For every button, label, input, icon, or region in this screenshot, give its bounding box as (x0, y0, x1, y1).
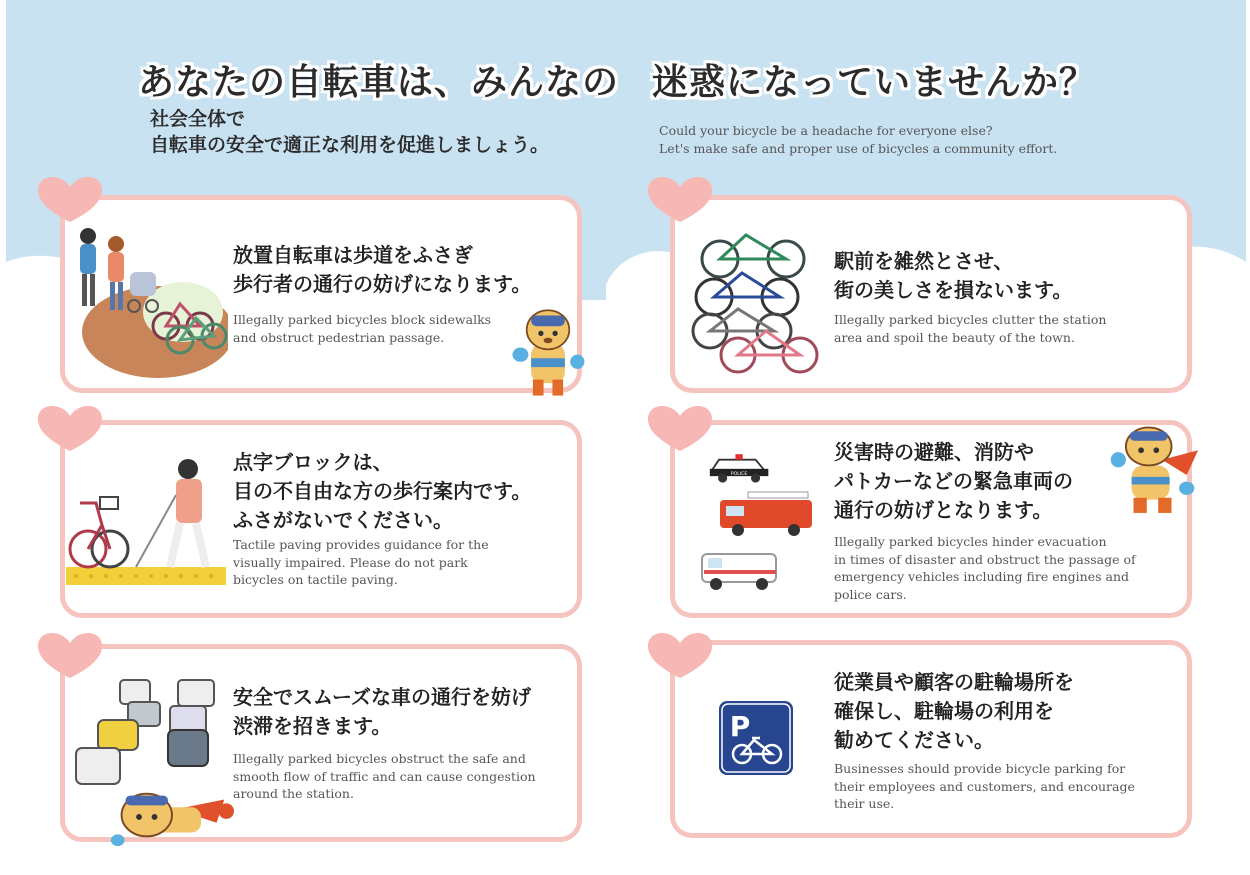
blocked-sidewalk-illustration (68, 222, 228, 382)
subtitle-line-1: 社会全体で (150, 108, 246, 130)
card-title: 従業員や顧客の駐輪場所を 確保し、駐輪場の利用を 勧めてください。 (834, 670, 1074, 752)
subtitle-en-line-2: Let's make safe and proper use of bicycles a community effort. (659, 141, 1058, 156)
flying-dog-mascot-icon (1105, 420, 1200, 528)
emergency-vehicles-illustration (698, 448, 822, 598)
bicycle-pile-illustration (688, 215, 828, 375)
police-label: POLICE (730, 471, 748, 477)
card-description: Businesses should provide bicycle parking for their employees and customers, and encourage their use. (834, 761, 1135, 811)
traffic-jam-illustration (72, 678, 222, 798)
headline-right: 迷惑になっていませんか？ (652, 62, 1097, 103)
card-description: Illegally parked bicycles obstruct the safe and smooth flow of traffic and can cause congestion around the station. (233, 751, 536, 801)
ambulance-icon (700, 548, 780, 592)
heart-icon (36, 176, 104, 224)
card-title: 駅前を雑然とさせ、 街の美しさを損ないます。 (834, 249, 1073, 302)
fire-engine-icon (718, 490, 818, 538)
dog-mascot-icon (508, 298, 588, 406)
headline-left: あなたの自転車は、みんなの (138, 62, 620, 103)
card-description: Illegally parked bicycles hinder evacuation in times of disaster and obstruct the passage of emergency vehicles including fire engines and police cars. (834, 534, 1136, 602)
card-title: 災害時の避難、消防や パトカーなどの緊急車両の 通行の妨げとなります。 (834, 440, 1073, 522)
subtitle-en (659, 122, 1057, 158)
police-car-icon (708, 450, 772, 484)
flying-dog-mascot-icon (108, 782, 234, 850)
tactile-paving-illustration (66, 455, 226, 585)
card-title: 点字ブロックは、 目の不自由な方の歩行案内です。 ふさがないでください。 (233, 450, 532, 532)
bicycle-parking-sign (718, 700, 794, 776)
subtitle-en-line-1: Could your bicycle be a headache for everyone else? (659, 123, 993, 138)
heart-icon (646, 632, 714, 680)
parking-letter: P (729, 710, 751, 743)
card-description: Illegally parked bicycles block sidewalks and obstruct pedestrian passage. (233, 312, 492, 345)
heart-icon (36, 632, 104, 680)
card-title: 放置自転車は歩道をふさぎ 歩行者の通行の妨げになります。 (233, 243, 532, 296)
subtitle-jp (150, 106, 549, 158)
card-description: Illegally parked bicycles clutter the station area and spoil the beauty of the town. (834, 312, 1107, 345)
card-description: Tactile paving provides guidance for the visually impaired. Please do not park bicycles on tactile paving. (233, 537, 489, 587)
card-title: 安全でスムーズな車の通行を妨げ 渋滞を招きます。 (233, 685, 531, 738)
heart-icon (36, 405, 104, 453)
heart-icon (646, 405, 714, 453)
subtitle-line-2: 自転車の安全で適正な利用を促進しましょう。 (150, 134, 550, 156)
